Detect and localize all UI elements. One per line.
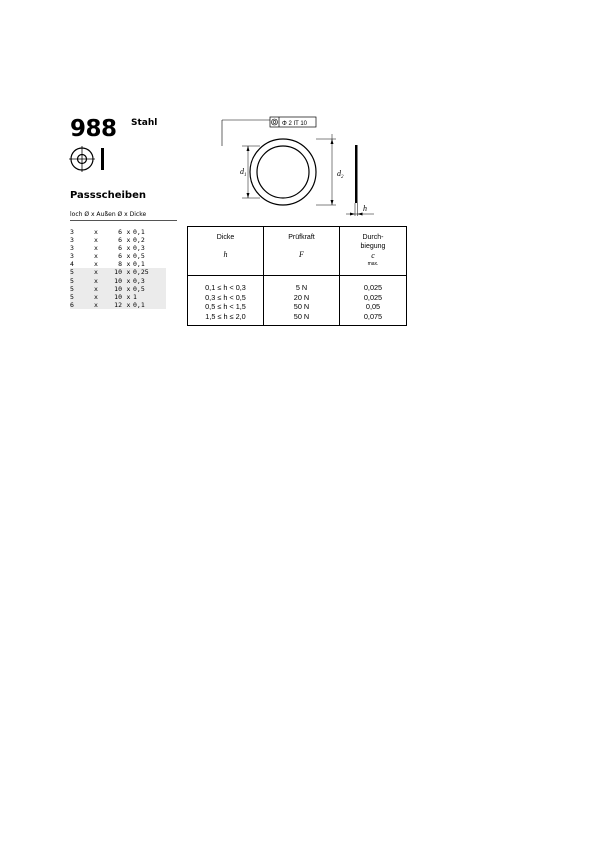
sizes-column-header: loch Ø x Außen Ø x Dicke xyxy=(70,211,147,218)
size-cell-thick: 0,3 xyxy=(133,277,166,285)
d2-label: $d_2$ xyxy=(337,169,344,180)
size-cell-thick: 0,3 xyxy=(133,244,145,253)
size-cell-x1: x xyxy=(86,285,106,293)
force-header: Prüfkraft xyxy=(288,234,315,241)
size-cell-x1: x xyxy=(86,268,106,276)
size-cell-x1: x xyxy=(86,293,106,301)
size-cell-x2: x xyxy=(126,252,131,261)
size-cell-inner: 3 xyxy=(70,228,74,236)
size-cell-thick: 1 xyxy=(133,293,166,301)
deflection-header-1: Durch- xyxy=(362,234,384,241)
size-cell-x1: x xyxy=(94,236,98,245)
size-cell-outer: 6 xyxy=(118,252,122,261)
table-row xyxy=(70,228,166,236)
value-force: 50 N xyxy=(293,311,310,321)
size-cell-x2: x xyxy=(126,260,131,269)
washer-symbol-icon xyxy=(68,145,110,173)
table-row xyxy=(70,285,166,293)
size-cell-outer: 6 xyxy=(118,244,122,253)
size-cell-thick: 0,5 xyxy=(133,285,166,293)
din-number: 988 xyxy=(70,116,117,142)
size-cell-x1: x xyxy=(94,244,98,253)
thickness-header: Dicke xyxy=(216,234,235,241)
value-deflection: 0,025 xyxy=(363,283,383,292)
table-row xyxy=(70,260,166,268)
size-cell-x1: x xyxy=(94,260,98,269)
washer-drawing xyxy=(212,104,387,220)
deflection-column xyxy=(340,227,406,325)
size-cell-x2: x xyxy=(126,228,131,236)
value-range: 1,5 ≤ h ≤ 2,0 xyxy=(205,311,246,321)
header-rule xyxy=(70,220,177,221)
size-cell-x1: x xyxy=(86,277,106,285)
material-label: Stahl xyxy=(131,118,158,128)
size-cell-x2: x xyxy=(126,244,131,253)
value-force: 50 N xyxy=(293,302,310,312)
size-cell-thick: 0,5 xyxy=(133,252,145,261)
size-cell-x2: x xyxy=(126,236,131,245)
size-cell-x2: x xyxy=(124,268,133,276)
size-cell-inner: 3 xyxy=(70,244,74,253)
size-cell-outer: 10 xyxy=(106,293,124,301)
size-cell-outer: 6 xyxy=(118,228,122,236)
size-cell-outer: 10 xyxy=(106,285,124,293)
thickness-column xyxy=(188,227,263,325)
value-range: 0,3 ≤ h < 0,5 xyxy=(205,292,246,302)
size-cell-outer: 10 xyxy=(106,268,124,276)
size-cell-thick: 0,1 xyxy=(133,260,145,269)
size-cell-outer: 8 xyxy=(118,260,122,269)
section-heading: Passscheiben xyxy=(70,190,146,201)
deflection-sub: max. xyxy=(367,261,379,267)
value-force: 20 N xyxy=(293,292,310,302)
size-cell-inner: 3 xyxy=(70,252,74,261)
thickness-symbol: h xyxy=(223,250,228,259)
size-cell-x2: x xyxy=(124,277,133,285)
size-cell-inner: 6 xyxy=(70,301,86,309)
size-cell-outer: 10 xyxy=(106,277,124,285)
h-label: h xyxy=(363,204,367,213)
size-cell-outer: 12 xyxy=(106,301,124,309)
table-row xyxy=(70,268,166,276)
properties-table xyxy=(187,226,407,326)
size-cell-inner: 5 xyxy=(70,268,86,276)
size-cell-thick: 0,1 xyxy=(133,228,145,236)
table-row xyxy=(70,236,166,244)
size-cell-outer: 6 xyxy=(118,236,122,245)
tolerance-text: Φ 2 IT 10 xyxy=(282,121,308,127)
size-cell-x2: x xyxy=(124,301,133,309)
force-column xyxy=(264,227,339,325)
value-deflection: 0,05 xyxy=(365,302,381,312)
force-symbol: F xyxy=(299,250,304,259)
size-cell-inner: 5 xyxy=(70,285,86,293)
d1-label: $d_1$ xyxy=(240,167,247,178)
deflection-header-2: biegung xyxy=(360,243,386,250)
size-cell-thick: 0,25 xyxy=(133,268,166,276)
size-cell-x2: x xyxy=(124,285,133,293)
size-cell-inner: 5 xyxy=(70,293,86,301)
value-range: 0,5 ≤ h < 1,5 xyxy=(205,302,246,312)
value-deflection: 0,025 xyxy=(363,292,383,302)
table-row xyxy=(70,252,166,260)
table-row xyxy=(70,244,166,252)
value-force: 5 N xyxy=(295,283,308,292)
table-row xyxy=(70,301,166,309)
value-range: 0,1 ≤ h < 0,3 xyxy=(205,283,246,292)
size-cell-thick: 0,1 xyxy=(133,301,166,309)
size-cell-inner: 5 xyxy=(70,277,86,285)
size-cell-x1: x xyxy=(86,301,106,309)
force-values xyxy=(264,283,339,321)
deflection-symbol: c xyxy=(371,251,375,260)
size-cell-inner: 3 xyxy=(70,236,74,245)
sizes-table xyxy=(70,228,166,309)
size-cell-x1: x xyxy=(94,252,98,261)
size-cell-inner: 4 xyxy=(70,260,74,269)
size-cell-x2: x xyxy=(124,293,133,301)
deflection-values xyxy=(340,283,406,321)
size-cell-x1: x xyxy=(94,228,98,236)
thickness-values xyxy=(188,283,263,321)
table-row xyxy=(70,277,166,285)
table-row xyxy=(70,293,166,301)
value-deflection: 0,075 xyxy=(363,311,383,321)
size-cell-thick: 0,2 xyxy=(133,236,145,245)
